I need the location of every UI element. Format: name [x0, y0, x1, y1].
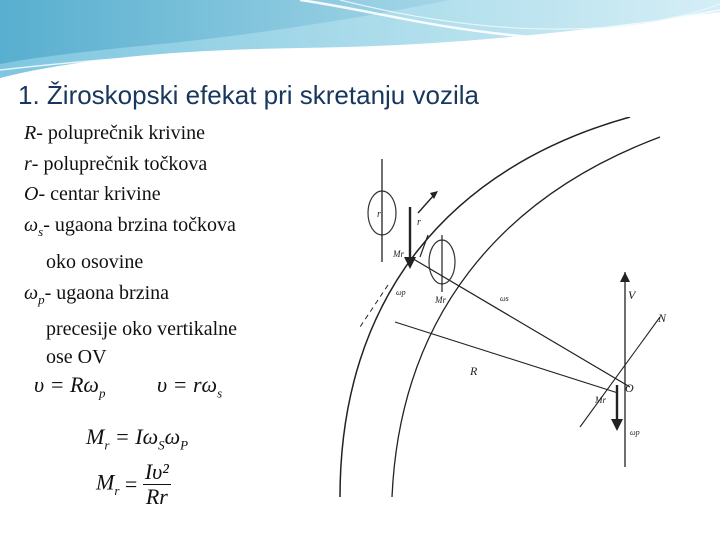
formula-text: = r — [167, 372, 202, 397]
label-mr: Mr — [595, 395, 606, 405]
subscript: r — [104, 437, 110, 453]
definition-O — [24, 179, 324, 210]
definition-r — [24, 149, 324, 180]
label-omega-p: ωp — [630, 428, 640, 437]
subscript: P — [180, 437, 189, 453]
definition-text: - ugaona brzina točkova — [43, 213, 236, 236]
definition-continuation: precesije oko vertikalne — [46, 318, 238, 340]
denominator: Rr — [145, 484, 168, 509]
slide-title: 1. Žiroskopski efekat pri skretanju vozila — [18, 80, 479, 110]
formula-symbol: M — [96, 469, 115, 495]
subscript: p — [38, 291, 45, 307]
definition-text: - poluprečnik točkova — [31, 152, 208, 175]
symbol: ω — [24, 213, 39, 236]
definition-continuation: ose OV — [46, 346, 107, 368]
label-r: r — [377, 209, 381, 220]
fraction — [143, 460, 171, 509]
definitions-list — [24, 118, 324, 371]
formula-v-R-omega-p — [34, 372, 105, 401]
subscript: p — [98, 385, 106, 401]
formula-symbol: υ — [157, 372, 168, 397]
symbol: r — [24, 152, 32, 175]
formula-symbol: ω — [201, 372, 218, 397]
label-O: O — [625, 381, 634, 395]
formula-symbol: ω — [142, 424, 159, 449]
definition-text: - ugaona brzina — [44, 281, 170, 304]
label-r: r — [417, 217, 421, 228]
header-banner — [0, 0, 720, 90]
subscript: s — [217, 385, 223, 401]
definition-R — [24, 118, 324, 149]
formula-text: = I — [109, 424, 143, 449]
label-omega-p: ωp — [396, 288, 406, 297]
diagram-background — [300, 117, 720, 497]
definition-text: - centar krivine — [38, 183, 161, 205]
formula-symbol: υ — [34, 372, 45, 397]
definition-continuation: oko osovine — [46, 251, 144, 273]
formula-v-r-omega-s — [157, 372, 222, 401]
definition-omega-p — [24, 278, 324, 316]
label-v: V — [628, 288, 636, 302]
numerator: Iυ² — [144, 459, 169, 484]
formula-Mr-fraction — [96, 460, 171, 509]
label-mr: Mr — [393, 249, 404, 259]
symbol: ω — [24, 281, 39, 304]
formula-symbol: M — [86, 424, 105, 449]
subscript: r — [114, 482, 120, 498]
symbol: R — [24, 122, 37, 144]
formula-Mr-I-omega — [86, 424, 188, 453]
label-n: N — [658, 311, 667, 325]
gyroscope-diagram — [300, 117, 720, 497]
subscript: S — [158, 437, 165, 453]
label-mr: Mr — [435, 295, 446, 305]
equals-sign: = — [119, 471, 143, 497]
formula-text: = R — [44, 372, 84, 397]
label-R: R — [470, 364, 478, 378]
symbol: O — [24, 183, 39, 205]
formula-symbol: ω — [83, 372, 99, 397]
subscript: s — [38, 223, 44, 239]
definition-omega-s — [24, 210, 324, 248]
label-omega-s: ωs — [500, 294, 509, 303]
formula-symbol: ω — [164, 424, 181, 449]
definition-text: - poluprečnik krivine — [36, 122, 206, 144]
